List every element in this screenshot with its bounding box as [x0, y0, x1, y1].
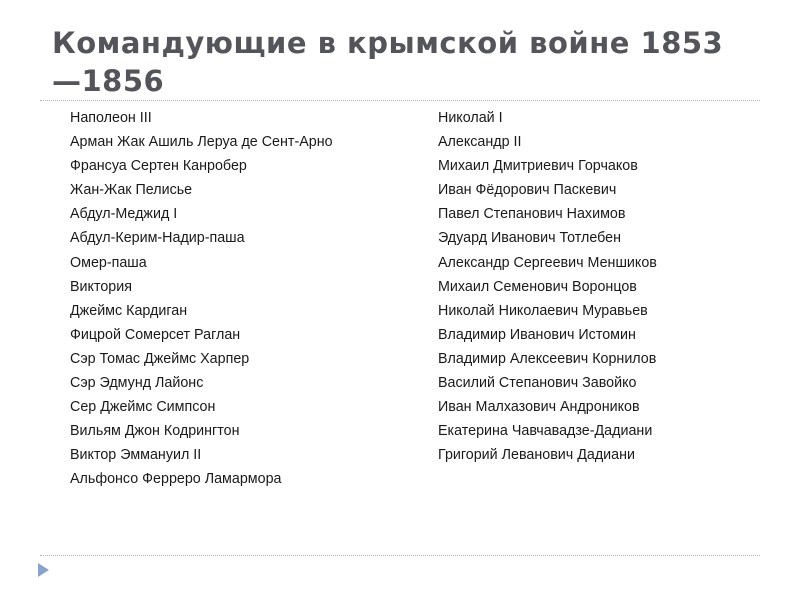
- list-item: [44, 154, 404, 178]
- commander-name: Абдул-Меджид I: [70, 206, 178, 223]
- commander-name: Сэр Томас Джеймс Харпер: [70, 350, 250, 367]
- commander-name: Франсуа Сертен Канробер: [70, 158, 247, 175]
- commander-name: Михаил Семенович Воронцов: [438, 278, 637, 295]
- commander-name: Иван Фёдорович Паскевич: [438, 182, 617, 199]
- list-item: [412, 202, 762, 226]
- commander-name: Джеймс Кардиган: [70, 302, 188, 319]
- list-item: [44, 130, 404, 154]
- commander-name: Альфонсо Ферреро Ламармора: [70, 471, 282, 488]
- list-item: [44, 347, 404, 371]
- commander-name: Сер Джеймс Симпсон: [70, 399, 216, 416]
- commander-name: Григорий Леванович Дадиани: [438, 447, 635, 464]
- list-item: [412, 251, 762, 275]
- list-item: [44, 106, 404, 130]
- list-item: [44, 371, 404, 395]
- list-item: [44, 275, 404, 299]
- list-item: [44, 202, 404, 226]
- commander-name: Эдуард Иванович Тотлебен: [438, 230, 622, 247]
- commander-name: Николай Николаевич Муравьев: [438, 302, 648, 319]
- list-item: [412, 443, 762, 467]
- list-item: [44, 178, 404, 202]
- commander-name: Владимир Алексеевич Корнилов: [438, 350, 657, 367]
- list-item: [44, 323, 404, 347]
- commander-name: Омер-паша: [70, 254, 147, 271]
- commander-name: Михаил Дмитриевич Горчаков: [438, 158, 638, 175]
- commander-name: Вильям Джон Кодрингтон: [70, 423, 240, 440]
- list-item: [412, 323, 762, 347]
- commander-name: Александр Сергеевич Меншиков: [438, 254, 657, 271]
- footer-divider: [40, 555, 760, 556]
- list-item: [44, 299, 404, 323]
- list-item: [412, 154, 762, 178]
- list-item: [412, 371, 762, 395]
- list-item: [44, 443, 404, 467]
- commander-name: Иван Малхазович Андроников: [438, 399, 640, 416]
- title-divider: [40, 100, 760, 101]
- commander-name: Наполеон III: [70, 110, 152, 126]
- play-arrow-icon[interactable]: [38, 563, 49, 577]
- commander-name: Екатерина Чавчавадзе-Дадиани: [438, 423, 653, 440]
- list-item: [412, 130, 762, 154]
- commander-name: Николай I: [438, 110, 503, 126]
- list-item: [412, 419, 762, 443]
- list-item: [412, 395, 762, 419]
- commander-name: Павел Степанович Нахимов: [438, 206, 626, 223]
- commander-name: Арман Жак Ашиль Леруа де Сент-Арно: [70, 134, 333, 151]
- commander-name: Сэр Эдмунд Лайонс: [70, 375, 204, 392]
- commander-name: Виктория: [70, 278, 132, 295]
- commander-name: Абдул-Керим-Надир-паша: [70, 230, 245, 247]
- right-commanders-list: [412, 106, 762, 467]
- list-item: [44, 251, 404, 275]
- commander-name: Владимир Иванович Истомин: [438, 326, 636, 343]
- commander-name: Виктор Эммануил II: [70, 447, 202, 464]
- commander-name: Жан-Жак Пелисье: [70, 182, 193, 199]
- left-commanders-list: [44, 106, 404, 492]
- list-item: [412, 178, 762, 202]
- list-item: [412, 347, 762, 371]
- commander-name: Василий Степанович Завойко: [438, 375, 637, 392]
- commander-name: Фицрой Сомерсет Раглан: [70, 326, 241, 343]
- list-item: [44, 419, 404, 443]
- list-item: [412, 275, 762, 299]
- list-item: [412, 106, 762, 130]
- list-item: [412, 299, 762, 323]
- list-item: [412, 226, 762, 250]
- list-item: [44, 226, 404, 250]
- list-item: [44, 395, 404, 419]
- list-item: [44, 467, 404, 491]
- slide-title: Командующие в крымской войне 1853—1856: [52, 26, 724, 98]
- commander-name: Александр II: [438, 134, 522, 151]
